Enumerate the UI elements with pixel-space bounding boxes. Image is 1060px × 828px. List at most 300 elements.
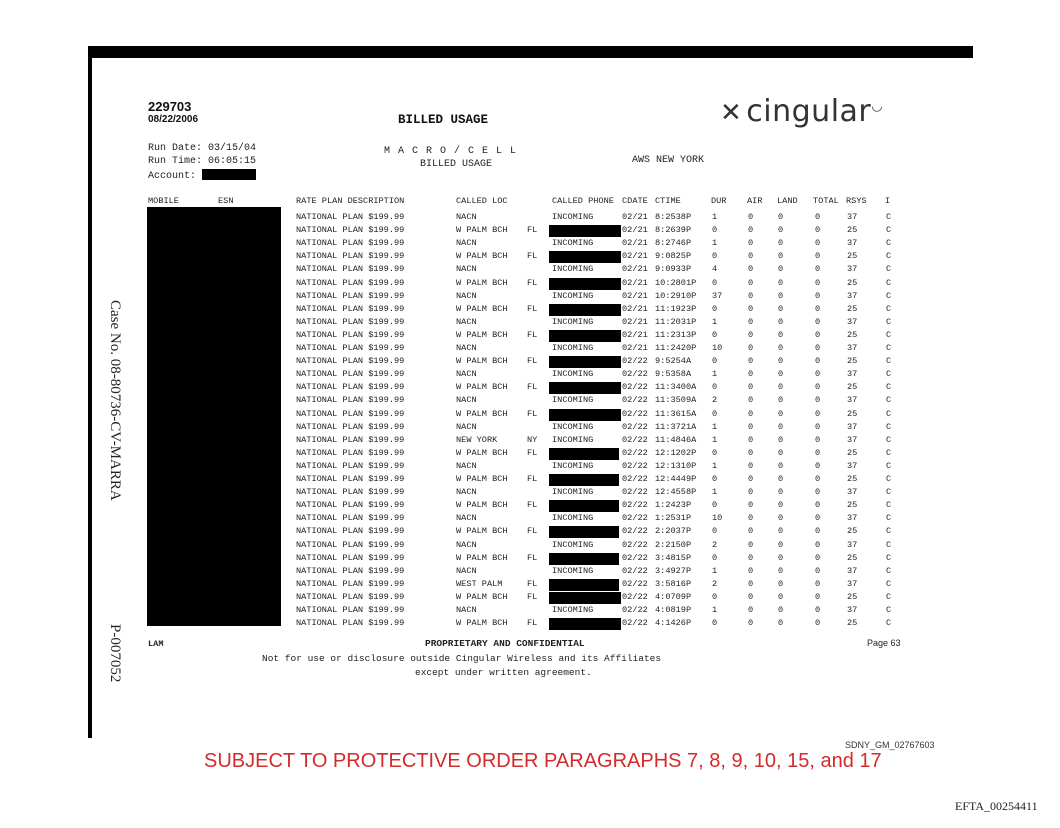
cell-i: C [886,290,892,301]
cell-ctime: 4:0819P [655,605,692,615]
cell-rate: NATIONAL PLAN $199.99 [296,474,405,484]
cell-air: 0 [748,565,754,576]
cell-land: 0 [778,578,784,589]
cell-i: C [886,447,892,458]
cell-ctime: 1:2423P [655,500,692,511]
cell-land: 0 [778,238,784,249]
cell-loc: W PALM BCH [456,526,508,537]
cell-cdate: 02/21 [622,251,648,262]
table-row [0,317,1060,330]
cell-cdate: 02/21 [622,303,648,314]
cell-land: 0 [778,460,784,471]
bates-number: SDNY_GM_02767603 [845,740,935,750]
cell-air: 0 [748,369,754,380]
cell-air: 0 [748,382,754,393]
table-row [0,343,1060,356]
cell-phone: INCOMING [552,290,594,301]
cell-loc: NACN [456,395,477,406]
cell-total: 0 [815,343,821,353]
cell-i: C [886,408,892,419]
cell-loc: NACN [456,343,477,353]
cell-total: 0 [815,329,821,340]
phone-redaction [549,356,621,368]
cell-rate: NATIONAL PLAN $199.99 [296,605,405,615]
col-rsys: RSYS [846,196,867,206]
cell-rsys: 25 [847,552,858,563]
cell-i: C [886,212,892,222]
cell-cdate: 02/21 [622,264,648,275]
table-row [0,330,1060,343]
cell-rate: NATIONAL PLAN $199.99 [296,447,405,458]
col-air: AIR [747,196,763,206]
cell-dur: 1 [712,460,718,471]
cell-dur: 4 [712,264,718,275]
cell-i: C [886,316,892,327]
cell-phone: INCOMING [552,316,594,327]
cell-land: 0 [778,526,784,537]
cell-dur: 0 [712,618,718,629]
protective-order-notice: SUBJECT TO PROTECTIVE ORDER PARAGRAPHS 7, 8, 9, 10, 15, and 17 [204,750,882,772]
cell-rsys: 25 [847,303,858,314]
run-date: Run Date: 03/15/04 [148,143,257,154]
cell-ctime: 9:0933P [655,264,692,275]
cell-cdate: 02/21 [622,238,648,249]
cell-loc: NACN [456,487,477,498]
footer-lam: LAM [148,639,164,649]
cell-air: 0 [748,264,754,275]
cell-rsys: 25 [847,277,858,288]
cell-loc: W PALM BCH [456,474,508,484]
cell-dur: 0 [712,329,718,340]
cell-air: 0 [748,539,754,550]
cell-phone: INCOMING [552,539,594,550]
cell-ctime: 11:3509A [655,395,697,406]
col-dur: DUR [711,196,727,206]
cell-dur: 0 [712,408,718,419]
cell-total: 0 [815,408,821,419]
cell-ctime: 12:4449P [655,474,697,484]
cell-dur: 1 [712,369,718,380]
cell-rate: NATIONAL PLAN $199.99 [296,290,405,301]
phone-redaction [549,251,621,263]
table-row [0,618,1060,631]
cell-rate: NATIONAL PLAN $199.99 [296,382,405,393]
cell-i: C [886,264,892,275]
cell-total: 0 [815,500,821,511]
table-row [0,264,1060,277]
cell-air: 0 [748,251,754,262]
cell-loc: W PALM BCH [456,329,508,340]
cell-loc: W PALM BCH [456,500,508,511]
cell-total: 0 [815,238,821,249]
cell-loc: NEW YORK [456,434,498,445]
cell-rate: NATIONAL PLAN $199.99 [296,500,405,511]
cell-i: C [886,539,892,550]
cell-i: C [886,238,892,249]
phone-redaction [549,579,619,591]
cell-ctime: 11:4846A [655,434,697,445]
cell-loc: W PALM BCH [456,356,508,367]
cell-i: C [886,565,892,576]
cell-phone: INCOMING [552,487,594,498]
cell-i: C [886,526,892,537]
cell-cdate: 02/22 [622,487,648,498]
cell-land: 0 [778,552,784,563]
cell-dur: 0 [712,225,718,236]
cell-ctime: 9:5254A [655,356,692,367]
col-i: I [885,196,891,206]
cell-total: 0 [815,356,821,367]
cell-land: 0 [778,408,784,419]
cell-phone: INCOMING [552,434,594,445]
cell-air: 0 [748,591,754,602]
phone-redaction [549,618,621,630]
cell-rate: NATIONAL PLAN $199.99 [296,264,405,275]
cell-rsys: 37 [847,421,858,432]
cell-phone: INCOMING [552,369,594,380]
cell-total: 0 [815,316,821,327]
cell-ctime: 4:0709P [655,591,692,602]
report-subtitle: BILLED USAGE [420,159,493,170]
cell-rate: NATIONAL PLAN $199.99 [296,225,405,236]
cell-phone: INCOMING [552,264,594,275]
cell-air: 0 [748,343,754,353]
cell-st: FL [527,225,538,236]
cell-dur: 0 [712,277,718,288]
cell-rsys: 25 [847,618,858,629]
cell-cdate: 02/21 [622,225,648,236]
cell-rsys: 25 [847,225,858,236]
cell-cdate: 02/21 [622,277,648,288]
col-cdate: CDATE [622,196,648,206]
cell-land: 0 [778,500,784,511]
cell-ctime: 11:2313P [655,329,697,340]
cell-rsys: 25 [847,408,858,419]
footer-disclosure: Not for use or disclosure outside Cingular Wireless and its Affiliates [262,653,662,664]
cell-st: FL [527,356,538,367]
efta-number: EFTA_00254411 [955,799,1038,813]
cell-air: 0 [748,513,754,524]
table-row [0,605,1060,618]
cell-ctime: 3:4815P [655,552,692,563]
table-row [0,251,1060,264]
cell-total: 0 [815,447,821,458]
cell-total: 0 [815,212,821,222]
case-number-stamp: Case No. 08-80736-CV-MARRA [107,300,123,501]
cell-st: NY [527,434,538,445]
cell-air: 0 [748,447,754,458]
cell-loc: W PALM BCH [456,277,508,288]
cell-i: C [886,251,892,262]
cell-i: C [886,578,892,589]
cell-air: 0 [748,290,754,301]
cell-loc: NACN [456,539,477,550]
cell-total: 0 [815,565,821,576]
footer-proprietary: PROPRIETARY AND CONFIDENTIAL [425,638,585,649]
document-date: 08/22/2006 [148,114,199,125]
cell-rsys: 37 [847,487,858,498]
phone-redaction [549,382,621,394]
cell-dur: 1 [712,421,718,432]
cell-st: FL [527,382,538,393]
cell-air: 0 [748,421,754,432]
cell-total: 0 [815,395,821,406]
table-row [0,592,1060,605]
cell-st: FL [527,329,538,340]
cell-st: FL [527,251,538,262]
table-row [0,461,1060,474]
cell-loc: NACN [456,290,477,301]
cell-i: C [886,395,892,406]
cell-rsys: 37 [847,290,858,301]
cell-air: 0 [748,500,754,511]
cell-rate: NATIONAL PLAN $199.99 [296,618,405,629]
col-total: TOTAL [813,196,839,206]
table-row [0,500,1060,513]
cell-st: FL [527,578,538,589]
cell-loc: W PALM BCH [456,447,508,458]
cell-air: 0 [748,460,754,471]
page-title: BILLED USAGE [398,113,489,127]
cell-loc: W PALM BCH [456,591,508,602]
cell-land: 0 [778,369,784,380]
cell-rate: NATIONAL PLAN $199.99 [296,487,405,498]
cell-phone: INCOMING [552,395,594,406]
cell-land: 0 [778,395,784,406]
cell-rsys: 25 [847,591,858,602]
cell-air: 0 [748,487,754,498]
cell-rate: NATIONAL PLAN $199.99 [296,395,405,406]
table-row [0,225,1060,238]
cell-dur: 10 [712,513,723,524]
cell-total: 0 [815,539,821,550]
cell-i: C [886,605,892,615]
cell-land: 0 [778,618,784,629]
run-time: Run Time: 06:05:15 [148,156,257,167]
cell-total: 0 [815,552,821,563]
cell-rate: NATIONAL PLAN $199.99 [296,591,405,602]
cell-total: 0 [815,460,821,471]
cell-dur: 0 [712,526,718,537]
cell-rate: NATIONAL PLAN $199.99 [296,277,405,288]
cell-air: 0 [748,408,754,419]
cell-land: 0 [778,487,784,498]
cell-dur: 0 [712,382,718,393]
col-rate-plan: RATE PLAN DESCRIPTION [296,196,405,206]
cell-total: 0 [815,421,821,432]
cell-ctime: 8:2639P [655,225,692,236]
cell-cdate: 02/22 [622,369,648,380]
cell-cdate: 02/22 [622,618,648,629]
cell-phone: INCOMING [552,460,594,471]
cell-st: FL [527,277,538,288]
phone-redaction [549,330,621,342]
cell-ctime: 12:1202P [655,447,697,458]
cell-cdate: 02/22 [622,605,648,615]
cell-dur: 0 [712,251,718,262]
table-row [0,238,1060,251]
cell-ctime: 9:5358A [655,369,692,380]
cell-ctime: 12:1310P [655,460,697,471]
cell-air: 0 [748,526,754,537]
cell-st: FL [527,447,538,458]
cell-loc: NACN [456,316,477,327]
cell-air: 0 [748,316,754,327]
cell-land: 0 [778,513,784,524]
cell-phone: INCOMING [552,212,594,222]
cell-cdate: 02/21 [622,343,648,353]
cell-rsys: 37 [847,605,858,615]
cell-ctime: 2:2037P [655,526,692,537]
cell-total: 0 [815,264,821,275]
cell-rsys: 37 [847,238,858,249]
cell-dur: 1 [712,605,718,615]
table-row [0,422,1060,435]
account-redaction [202,169,256,180]
cell-dur: 2 [712,539,718,550]
cell-cdate: 02/22 [622,591,648,602]
cell-rate: NATIONAL PLAN $199.99 [296,238,405,249]
cell-dur: 1 [712,212,718,222]
cell-phone: INCOMING [552,565,594,576]
document-id: 229703 [148,99,192,114]
cell-dur: 0 [712,500,718,511]
page-number: Page 63 [867,638,901,648]
cell-loc: W PALM BCH [456,303,508,314]
cell-i: C [886,303,892,314]
cell-land: 0 [778,434,784,445]
cell-i: C [886,552,892,563]
cell-air: 0 [748,605,754,615]
phone-redaction [549,526,619,538]
cell-total: 0 [815,225,821,236]
cell-rsys: 25 [847,329,858,340]
cell-rsys: 37 [847,395,858,406]
cell-cdate: 02/22 [622,552,648,563]
table-row [0,526,1060,539]
cell-air: 0 [748,303,754,314]
table-row [0,566,1060,579]
cell-dur: 10 [712,343,723,353]
cell-rate: NATIONAL PLAN $199.99 [296,565,405,576]
cell-dur: 37 [712,290,723,301]
cell-rate: NATIONAL PLAN $199.99 [296,369,405,380]
cell-land: 0 [778,421,784,432]
cell-land: 0 [778,382,784,393]
cell-air: 0 [748,212,754,222]
account-line: Account: [148,169,256,182]
cell-loc: NACN [456,264,477,275]
cell-rsys: 37 [847,565,858,576]
cell-rsys: 37 [847,212,858,222]
cell-land: 0 [778,605,784,615]
table-row [0,356,1060,369]
cell-air: 0 [748,225,754,236]
cell-phone: INCOMING [552,421,594,432]
cell-ctime: 11:2420P [655,343,697,353]
exhibit-number-stamp: P-007052 [107,624,123,683]
phone-redaction [549,278,621,290]
cell-ctime: 8:2538P [655,212,692,222]
cell-i: C [886,487,892,498]
cell-loc: W PALM BCH [456,382,508,393]
cell-air: 0 [748,474,754,484]
cell-st: FL [527,591,538,602]
table-row [0,278,1060,291]
cell-ctime: 11:3721A [655,421,697,432]
cell-ctime: 11:3615A [655,408,697,419]
cell-rsys: 37 [847,539,858,550]
cell-i: C [886,225,892,236]
cell-i: C [886,421,892,432]
cell-i: C [886,618,892,629]
cell-land: 0 [778,264,784,275]
cell-st: FL [527,552,538,563]
cell-rate: NATIONAL PLAN $199.99 [296,578,405,589]
phone-redaction [549,592,621,604]
table-row [0,487,1060,500]
cell-rate: NATIONAL PLAN $199.99 [296,316,405,327]
cell-loc: WEST PALM [456,578,503,589]
cell-i: C [886,329,892,340]
cell-dur: 0 [712,447,718,458]
col-ctime: CTIME [655,196,681,206]
cell-rsys: 25 [847,382,858,393]
cell-rate: NATIONAL PLAN $199.99 [296,539,405,550]
cell-i: C [886,277,892,288]
col-mobile: MOBILE [148,196,179,206]
cell-rsys: 37 [847,578,858,589]
cell-i: C [886,460,892,471]
cell-dur: 1 [712,434,718,445]
cell-rate: NATIONAL PLAN $199.99 [296,552,405,563]
cell-loc: NACN [456,421,477,432]
cell-cdate: 02/22 [622,539,648,550]
cell-land: 0 [778,225,784,236]
phone-redaction [549,474,619,486]
cell-dur: 1 [712,316,718,327]
cell-land: 0 [778,329,784,340]
cell-i: C [886,434,892,445]
cell-i: C [886,343,892,353]
cell-ctime: 11:3400A [655,382,697,393]
cell-st: FL [527,303,538,314]
cell-phone: INCOMING [552,513,594,524]
table-row [0,435,1060,448]
cell-ctime: 9:0825P [655,251,692,262]
cell-rsys: 25 [847,251,858,262]
cell-total: 0 [815,251,821,262]
report-title: M A C R O / C E L L [384,146,518,157]
cell-air: 0 [748,329,754,340]
cell-cdate: 02/21 [622,329,648,340]
cell-rate: NATIONAL PLAN $199.99 [296,303,405,314]
cell-i: C [886,500,892,511]
cell-rsys: 37 [847,369,858,380]
cell-ctime: 3:5816P [655,578,692,589]
phone-redaction [549,409,621,421]
cell-st: FL [527,408,538,419]
table-row [0,513,1060,526]
table-row [0,474,1060,487]
table-row [0,579,1060,592]
cell-loc: NACN [456,605,477,615]
cell-rsys: 37 [847,264,858,275]
cell-dur: 0 [712,303,718,314]
cell-air: 0 [748,277,754,288]
cell-total: 0 [815,474,821,484]
cell-land: 0 [778,591,784,602]
